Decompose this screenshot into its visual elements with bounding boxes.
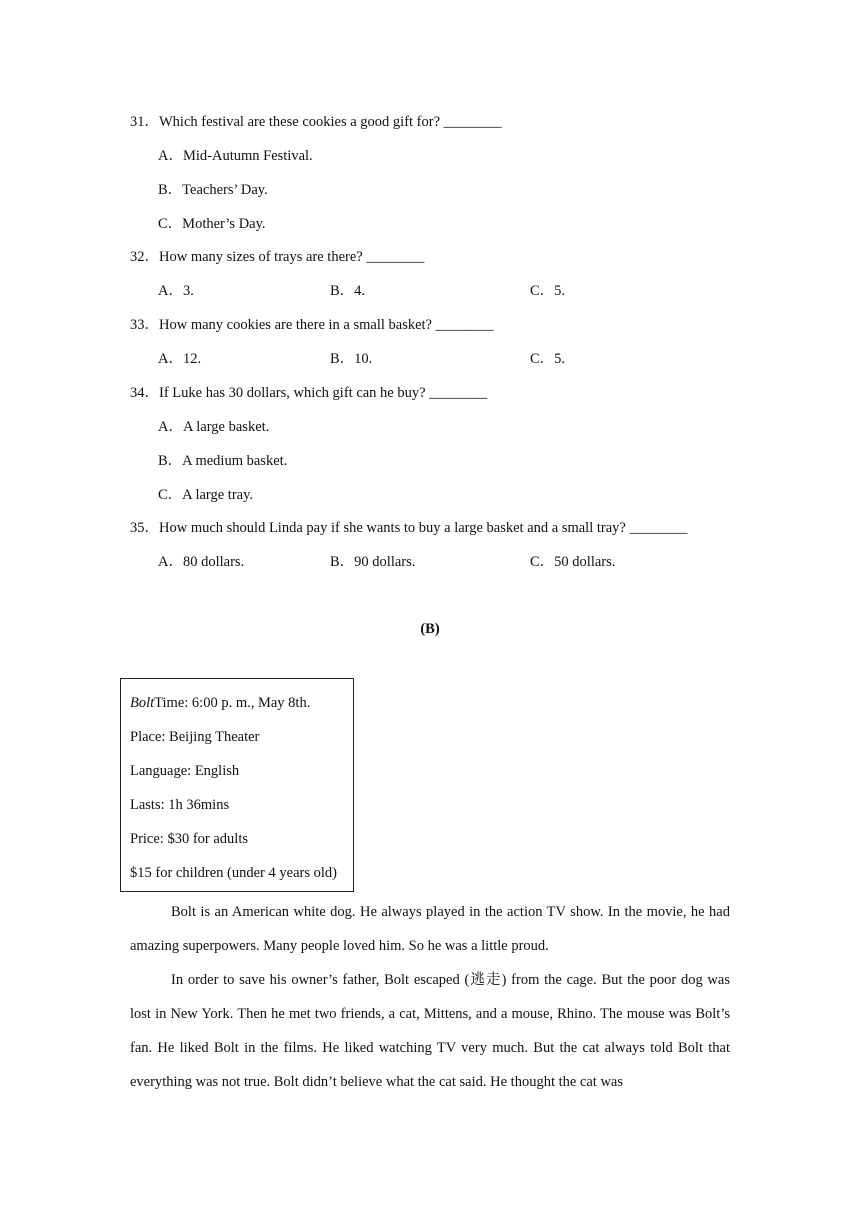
option-33-a: A．12.: [158, 351, 202, 367]
question-31: [130, 115, 502, 130]
question-33: [130, 318, 494, 333]
option-32-c: C．5.: [530, 283, 566, 299]
option-35-c: C．50 dollars.: [530, 554, 616, 570]
question-text: How many sizes of trays are there? ________: [159, 249, 425, 265]
option-33-b: B．10.: [330, 351, 373, 367]
question-number: 35．: [130, 520, 159, 536]
question-text: How much should Linda pay if she wants to buy a large basket and a small tray? ________: [159, 520, 688, 536]
question-32: [130, 250, 424, 265]
info-price-adults: Price: $30 for adults: [130, 831, 248, 847]
time-text: Time: 6:00 p. m., May 8th.: [154, 695, 311, 711]
option-34-b: B．A medium basket.: [158, 453, 288, 469]
question-number: 33．: [130, 317, 159, 333]
option-31-c: C．Mother’s Day.: [158, 216, 266, 232]
option-31-b: B．Teachers’ Day.: [158, 182, 268, 198]
question-number: 31．: [130, 114, 159, 130]
question-number: 32．: [130, 249, 159, 265]
section-title: (B): [420, 621, 440, 637]
info-price-children: $15 for children (under 4 years old): [130, 865, 337, 881]
question-text: Which festival are these cookies a good gift for? ________: [159, 114, 502, 130]
passage-paragraph-1: Bolt is an American white dog. He always played in the action TV show. In the movie, he had amazing superpowers. Many people loved him. So he was a little proud.: [130, 904, 730, 954]
info-lasts: Lasts: 1h 36mins: [130, 797, 230, 813]
passage: [130, 895, 730, 1099]
option-34-c: C．A large tray.: [158, 487, 254, 503]
option-35-a: A．80 dollars.: [158, 554, 245, 570]
question-34: [130, 386, 487, 401]
option-33-c: C．5.: [530, 351, 566, 367]
info-language: Language: English: [130, 763, 240, 779]
option-35-b: B．90 dollars.: [330, 554, 416, 570]
option-32-a: A．3.: [158, 283, 194, 299]
option-31-a: A．Mid-Autumn Festival.: [158, 148, 313, 164]
passage-paragraph-2: In order to save his owner’s father, Bolt escaped (逃走) from the cage. But the poor dog was lost in New York. Then he met two friends, a cat, Mittens, and a mouse, Rhino. The mouse was Bolt’s fan. He liked Bolt in the films. He liked watching TV very much. But the cat always told Bolt that everything was not true. Bolt didn’t believe what the cat said. He thought the cat was: [130, 972, 730, 1090]
question-35: [130, 521, 687, 536]
question-number: 34．: [130, 385, 159, 401]
info-time: [130, 696, 310, 711]
option-34-a: A．A large basket.: [158, 419, 270, 435]
question-text: How many cookies are there in a small basket? ________: [159, 317, 494, 333]
movie-title: Bolt: [130, 695, 155, 711]
movie-info-box: [120, 678, 354, 892]
option-32-b: B．4.: [330, 283, 366, 299]
info-place: Place: Beijing Theater: [130, 729, 260, 745]
question-text: If Luke has 30 dollars, which gift can he buy? ________: [159, 385, 488, 401]
